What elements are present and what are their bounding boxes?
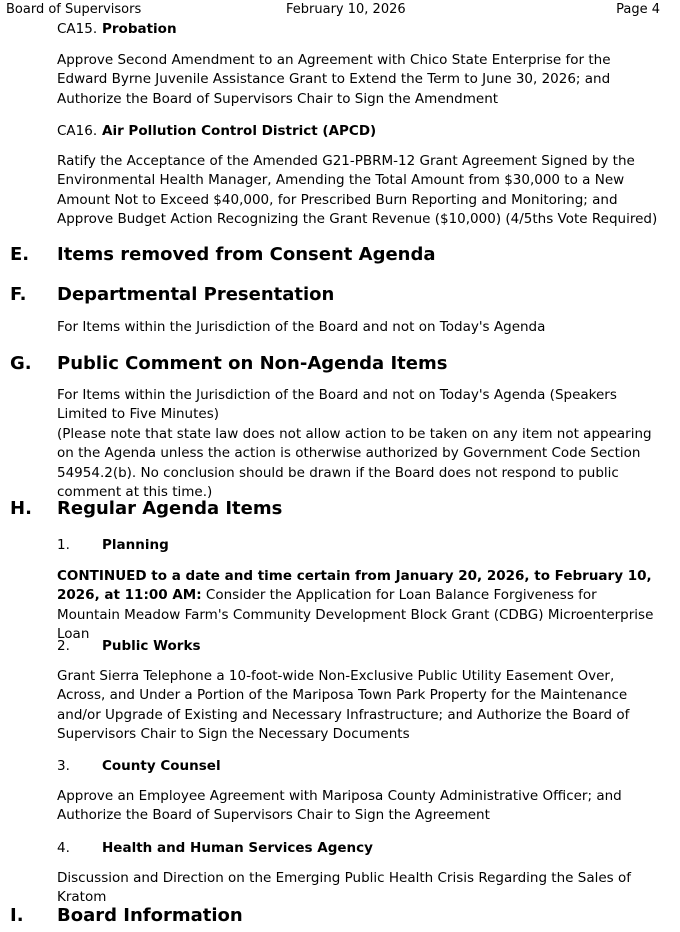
consent-item-ca16-heading: [57, 123, 376, 139]
regular-item-2-body: Grant Sierra Telephone a 10-foot-wide Non-Exclusive Public Utility Easement Over, Across, and Under a Portion of the Mariposa Town Park Property for the Maintenance and/or Upgrade of Existing and Necessary Infrastructure; and Authorize the Board of Supervisors Chair to Sign the Necessary Documents: [57, 668, 630, 742]
regular-item-1-description: Consider the Application for Loan Balance Forgiveness for Mountain Meadow Farm's Community Development Block Grant (CDBG) Microenterprise Loan: [57, 587, 654, 642]
regular-item-number: 1.: [57, 537, 70, 553]
section-letter: F.: [10, 284, 27, 305]
consent-item-ca15-body: Approve Second Amendment to an Agreement with Chico State Enterprise for the Edward Byrne Juvenile Assistance Grant to Extend the Term to June 30, 2026; and Authorize the Board of Supervisors Chair to Sign the Amendment: [57, 52, 611, 107]
section-i-heading: [10, 905, 243, 927]
section-title: Items removed from Consent Agenda: [57, 244, 436, 265]
section-h-heading: [10, 498, 282, 520]
section-title: Board Information: [57, 905, 243, 926]
consent-item-code: CA15.: [57, 21, 98, 37]
regular-item-number: 3.: [57, 758, 70, 774]
header-board-name: Board of Supervisors: [6, 2, 142, 17]
regular-item-title: Public Works: [102, 638, 201, 654]
regular-item-title: Planning: [102, 537, 169, 553]
section-g-heading: [10, 353, 447, 375]
regular-item-1-continued-note: CONTINUED to a date and time certain from January 20, 2026, to February 10, 2026, at 11:00 AM:: [57, 568, 652, 604]
header-page-number: Page 4: [616, 2, 660, 17]
regular-item-title: County Counsel: [102, 758, 221, 774]
section-letter: G.: [10, 353, 32, 374]
regular-item-2-heading: [57, 638, 200, 654]
consent-item-ca15-heading: [57, 21, 177, 37]
section-title: Departmental Presentation: [57, 284, 335, 305]
page-header: [6, 0, 660, 20]
section-letter: H.: [10, 498, 32, 519]
consent-item-title: Air Pollution Control District (APCD): [102, 123, 377, 139]
section-letter: I.: [10, 905, 24, 926]
regular-item-1-body: [57, 567, 662, 644]
section-f-body: For Items within the Jurisdiction of the Board and not on Today's Agenda: [57, 319, 546, 335]
consent-item-ca16-body: Ratify the Acceptance of the Amended G21-PBRM-12 Grant Agreement Signed by the Environmental Health Manager, Amending the Total Amount from $30,000 to a New Amount Not to Exceed $40,000, for Prescribed Burn Reporting and Monitoring; and Approve Budget Action Recognizing the Grant Revenue ($10,000) (4/5ths Vote Required): [57, 153, 658, 227]
regular-item-3-body: Approve an Employee Agreement with Mariposa County Administrative Officer; and Authorize the Board of Supervisors Chair to Sign the Agreement: [57, 788, 622, 824]
section-e-heading: [10, 244, 436, 266]
regular-item-4-heading: [57, 840, 373, 856]
regular-item-1-heading: [57, 537, 169, 553]
section-title: Public Comment on Non-Agenda Items: [57, 353, 448, 374]
regular-item-3-heading: [57, 758, 221, 774]
section-letter: E.: [10, 244, 30, 265]
section-f-heading: [10, 284, 334, 306]
section-title: Regular Agenda Items: [57, 498, 283, 519]
regular-item-number: 2.: [57, 638, 70, 654]
regular-item-title: Health and Human Services Agency: [102, 840, 373, 856]
header-date: February 10, 2026: [286, 2, 406, 17]
regular-item-number: 4.: [57, 840, 70, 856]
consent-item-code: CA16.: [57, 123, 98, 139]
regular-item-4-body: Discussion and Direction on the Emerging Public Health Crisis Regarding the Sales of Kratom: [57, 870, 631, 906]
section-g-body-speakers: For Items within the Jurisdiction of the Board and not on Today's Agenda (Speakers Limited to Five Minutes): [57, 387, 617, 423]
consent-item-title: Probation: [102, 21, 177, 37]
section-g-body-note: (Please note that state law does not allow action to be taken on any item not appearing on the Agenda unless the action is otherwise authorized by Government Code Section 54954.2(b). No conclusion should be drawn if the Board does not respond to public comment at this time.): [57, 426, 652, 500]
